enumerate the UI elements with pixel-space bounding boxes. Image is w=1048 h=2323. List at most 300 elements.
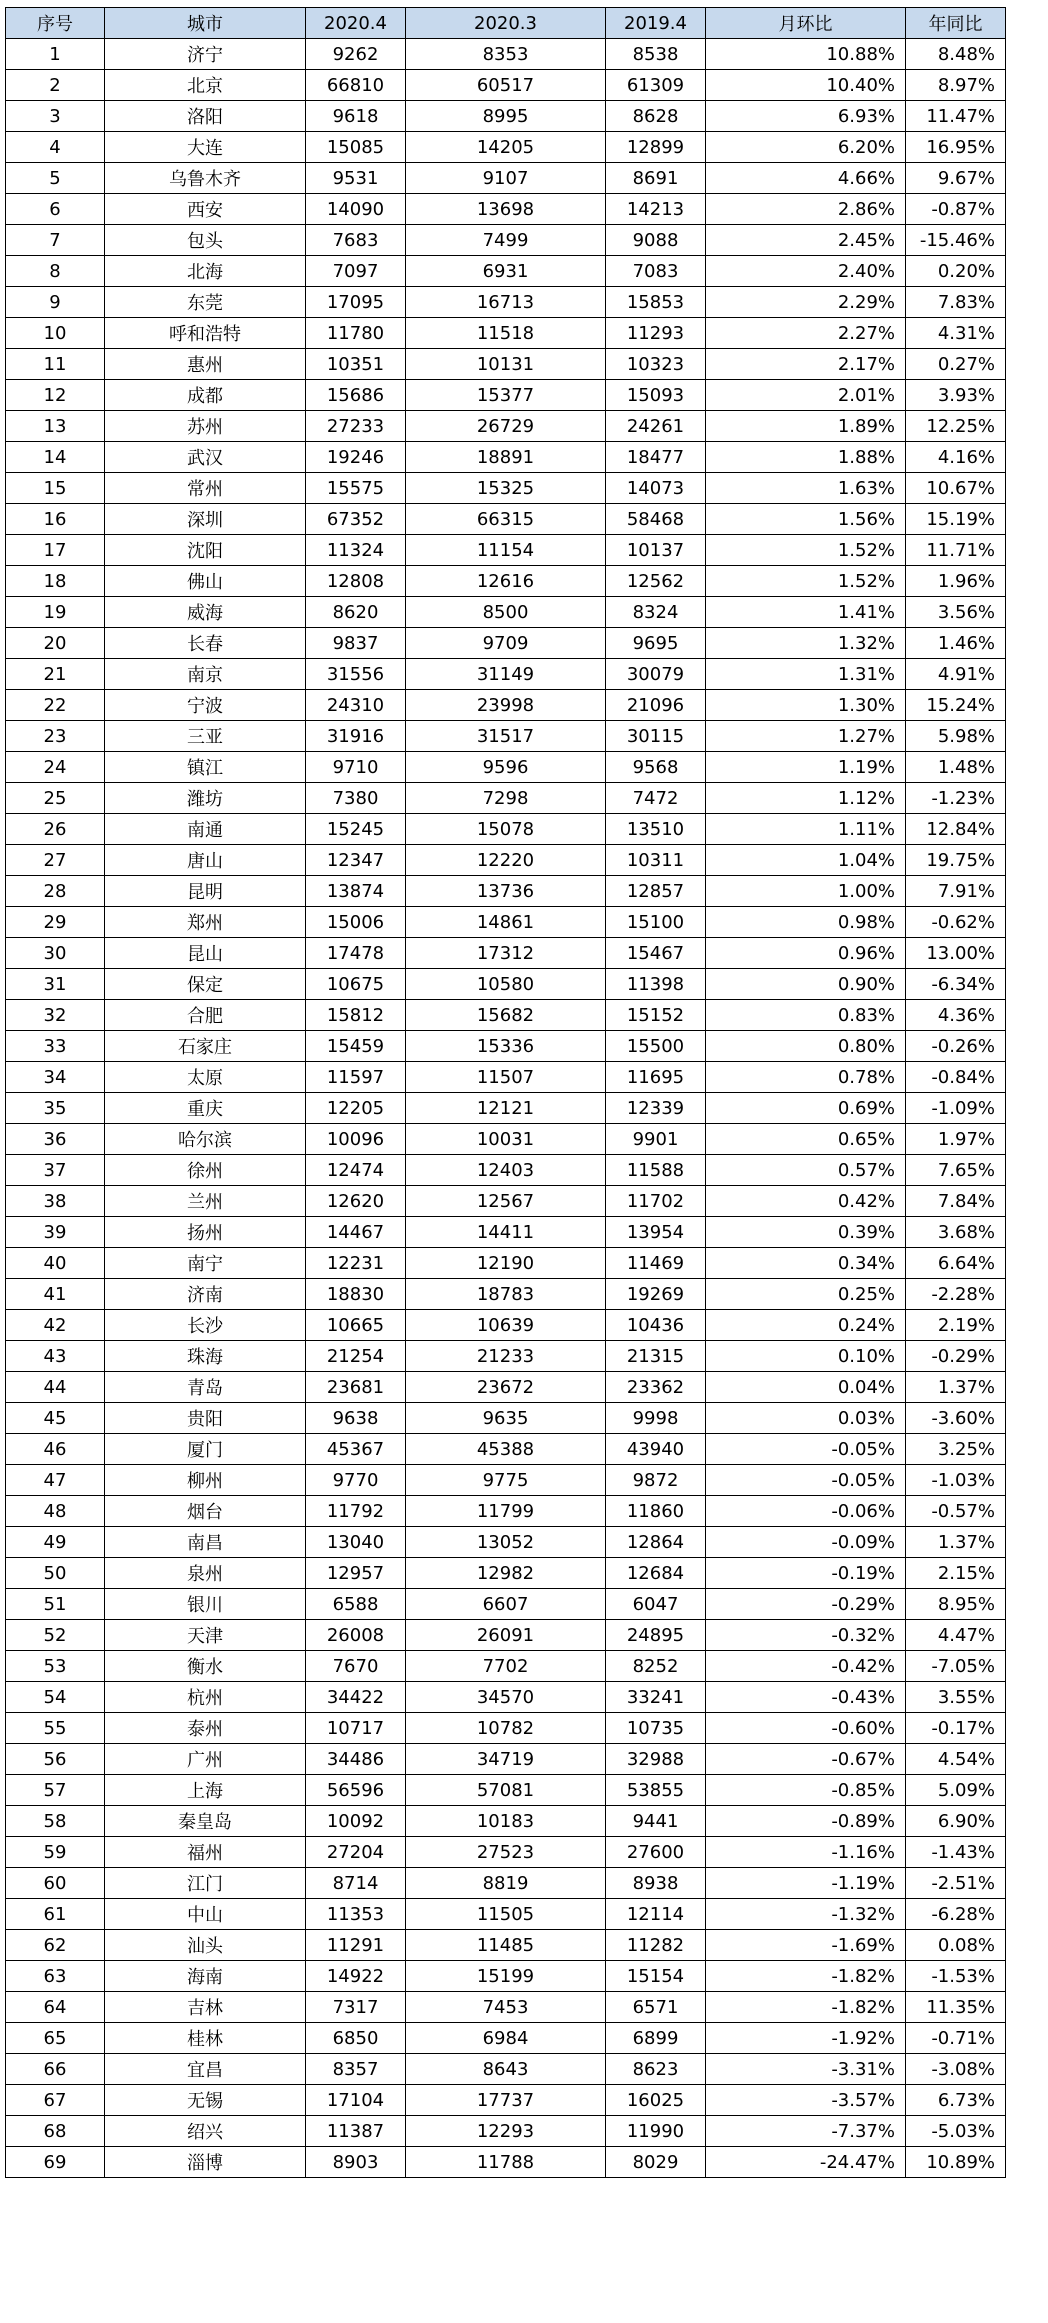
table-row — [6, 1310, 1006, 1341]
cell-city: 北海 — [105, 256, 306, 287]
cell-price-2019-4: 7083 — [606, 256, 706, 287]
table-row — [6, 752, 1006, 783]
cell-mom: 10.88% — [706, 39, 906, 70]
cell-mom: -1.92% — [706, 2023, 906, 2054]
table-row — [6, 628, 1006, 659]
cell-mom: 0.39% — [706, 1217, 906, 1248]
cell-yoy: -15.46% — [906, 225, 1006, 256]
cell-price-2019-4: 12864 — [606, 1527, 706, 1558]
cell-mom: 0.78% — [706, 1062, 906, 1093]
cell-index: 11 — [6, 349, 105, 380]
cell-mom: -0.19% — [706, 1558, 906, 1589]
table-row — [6, 442, 1006, 473]
cell-price-2020-3: 10031 — [406, 1124, 606, 1155]
cell-price-2020-4: 15686 — [306, 380, 406, 411]
cell-index: 53 — [6, 1651, 105, 1682]
cell-price-2019-4: 12562 — [606, 566, 706, 597]
header-2020-4: 2020.4 — [306, 8, 406, 39]
cell-yoy: 6.90% — [906, 1806, 1006, 1837]
cell-price-2019-4: 15500 — [606, 1031, 706, 1062]
cell-index: 24 — [6, 752, 105, 783]
cell-index: 37 — [6, 1155, 105, 1186]
cell-price-2020-4: 7317 — [306, 1992, 406, 2023]
table-row — [6, 721, 1006, 752]
cell-index: 26 — [6, 814, 105, 845]
table-row — [6, 132, 1006, 163]
cell-price-2020-3: 10131 — [406, 349, 606, 380]
cell-yoy: -0.26% — [906, 1031, 1006, 1062]
cell-index: 28 — [6, 876, 105, 907]
cell-mom: -0.06% — [706, 1496, 906, 1527]
table-row — [6, 690, 1006, 721]
cell-price-2020-3: 8819 — [406, 1868, 606, 1899]
cell-price-2020-4: 34422 — [306, 1682, 406, 1713]
cell-mom: 0.57% — [706, 1155, 906, 1186]
cell-city: 呼和浩特 — [105, 318, 306, 349]
cell-city: 潍坊 — [105, 783, 306, 814]
table-row — [6, 1930, 1006, 1961]
table-row — [6, 101, 1006, 132]
cell-mom: 1.56% — [706, 504, 906, 535]
cell-index: 20 — [6, 628, 105, 659]
table-row — [6, 1899, 1006, 1930]
cell-price-2020-3: 15078 — [406, 814, 606, 845]
cell-price-2019-4: 15154 — [606, 1961, 706, 1992]
cell-price-2020-3: 6607 — [406, 1589, 606, 1620]
cell-price-2020-3: 11518 — [406, 318, 606, 349]
cell-price-2020-3: 66315 — [406, 504, 606, 535]
cell-city: 惠州 — [105, 349, 306, 380]
cell-price-2020-4: 27233 — [306, 411, 406, 442]
cell-price-2019-4: 8538 — [606, 39, 706, 70]
cell-price-2020-3: 8995 — [406, 101, 606, 132]
cell-price-2019-4: 8938 — [606, 1868, 706, 1899]
header-city: 城市 — [105, 8, 306, 39]
cell-index: 56 — [6, 1744, 105, 1775]
cell-yoy: 4.47% — [906, 1620, 1006, 1651]
cell-yoy: 12.84% — [906, 814, 1006, 845]
table-row — [6, 1031, 1006, 1062]
cell-yoy: -7.05% — [906, 1651, 1006, 1682]
cell-city: 三亚 — [105, 721, 306, 752]
header-2020-3: 2020.3 — [406, 8, 606, 39]
cell-price-2020-4: 14467 — [306, 1217, 406, 1248]
cell-price-2020-3: 14205 — [406, 132, 606, 163]
cell-yoy: -6.28% — [906, 1899, 1006, 1930]
cell-price-2019-4: 21315 — [606, 1341, 706, 1372]
cell-price-2020-4: 10717 — [306, 1713, 406, 1744]
cell-price-2020-3: 21233 — [406, 1341, 606, 1372]
cell-price-2020-3: 12567 — [406, 1186, 606, 1217]
cell-yoy: -6.34% — [906, 969, 1006, 1000]
cell-index: 50 — [6, 1558, 105, 1589]
cell-price-2019-4: 58468 — [606, 504, 706, 535]
header-row — [6, 8, 1006, 39]
cell-price-2020-4: 45367 — [306, 1434, 406, 1465]
cell-mom: -1.82% — [706, 1992, 906, 2023]
cell-index: 36 — [6, 1124, 105, 1155]
cell-price-2020-3: 10183 — [406, 1806, 606, 1837]
cell-mom: -3.31% — [706, 2054, 906, 2085]
cell-price-2019-4: 10323 — [606, 349, 706, 380]
table-row — [6, 1341, 1006, 1372]
cell-mom: -0.05% — [706, 1465, 906, 1496]
cell-price-2020-3: 8500 — [406, 597, 606, 628]
cell-yoy: 3.93% — [906, 380, 1006, 411]
cell-yoy: 15.19% — [906, 504, 1006, 535]
cell-city: 苏州 — [105, 411, 306, 442]
table-row — [6, 70, 1006, 101]
cell-price-2020-4: 18830 — [306, 1279, 406, 1310]
cell-price-2020-4: 31556 — [306, 659, 406, 690]
cell-mom: 0.90% — [706, 969, 906, 1000]
cell-index: 67 — [6, 2085, 105, 2116]
cell-price-2020-4: 12957 — [306, 1558, 406, 1589]
cell-mom: -0.29% — [706, 1589, 906, 1620]
cell-index: 9 — [6, 287, 105, 318]
cell-index: 55 — [6, 1713, 105, 1744]
cell-yoy: 3.56% — [906, 597, 1006, 628]
cell-city: 中山 — [105, 1899, 306, 1930]
cell-mom: 1.04% — [706, 845, 906, 876]
cell-mom: 0.65% — [706, 1124, 906, 1155]
cell-city: 福州 — [105, 1837, 306, 1868]
cell-price-2020-3: 9635 — [406, 1403, 606, 1434]
cell-index: 33 — [6, 1031, 105, 1062]
cell-yoy: -1.43% — [906, 1837, 1006, 1868]
cell-price-2020-3: 57081 — [406, 1775, 606, 1806]
table-row — [6, 1217, 1006, 1248]
table-row — [6, 318, 1006, 349]
cell-city: 兰州 — [105, 1186, 306, 1217]
cell-yoy: 5.98% — [906, 721, 1006, 752]
cell-mom: 1.89% — [706, 411, 906, 442]
cell-price-2019-4: 8628 — [606, 101, 706, 132]
cell-price-2020-4: 10351 — [306, 349, 406, 380]
cell-price-2020-4: 8714 — [306, 1868, 406, 1899]
table-row — [6, 1093, 1006, 1124]
cell-price-2019-4: 10311 — [606, 845, 706, 876]
cell-city: 柳州 — [105, 1465, 306, 1496]
cell-index: 51 — [6, 1589, 105, 1620]
cell-index: 27 — [6, 845, 105, 876]
cell-index: 1 — [6, 39, 105, 70]
cell-price-2020-3: 17737 — [406, 2085, 606, 2116]
table-row — [6, 566, 1006, 597]
cell-index: 3 — [6, 101, 105, 132]
cell-mom: -0.60% — [706, 1713, 906, 1744]
table-row — [6, 380, 1006, 411]
cell-mom: -0.32% — [706, 1620, 906, 1651]
cell-price-2020-4: 12474 — [306, 1155, 406, 1186]
table-row — [6, 1775, 1006, 1806]
cell-index: 68 — [6, 2116, 105, 2147]
cell-price-2019-4: 15152 — [606, 1000, 706, 1031]
table-row — [6, 814, 1006, 845]
cell-price-2020-4: 12808 — [306, 566, 406, 597]
cell-price-2020-4: 67352 — [306, 504, 406, 535]
cell-city: 昆明 — [105, 876, 306, 907]
cell-yoy: 7.91% — [906, 876, 1006, 907]
cell-price-2020-4: 14922 — [306, 1961, 406, 1992]
cell-price-2020-4: 8620 — [306, 597, 406, 628]
cell-index: 5 — [6, 163, 105, 194]
cell-price-2019-4: 14213 — [606, 194, 706, 225]
cell-price-2019-4: 15853 — [606, 287, 706, 318]
cell-price-2020-4: 7380 — [306, 783, 406, 814]
cell-mom: 2.29% — [706, 287, 906, 318]
cell-yoy: -0.29% — [906, 1341, 1006, 1372]
table-row — [6, 2023, 1006, 2054]
cell-price-2019-4: 27600 — [606, 1837, 706, 1868]
cell-city: 昆山 — [105, 938, 306, 969]
cell-yoy: -0.57% — [906, 1496, 1006, 1527]
cell-price-2020-3: 13698 — [406, 194, 606, 225]
cell-city: 烟台 — [105, 1496, 306, 1527]
cell-yoy: -1.53% — [906, 1961, 1006, 1992]
cell-city: 大连 — [105, 132, 306, 163]
header-mom: 月环比 — [706, 8, 906, 39]
cell-price-2020-4: 15245 — [306, 814, 406, 845]
cell-price-2020-3: 11799 — [406, 1496, 606, 1527]
cell-price-2020-3: 7298 — [406, 783, 606, 814]
cell-mom: 2.27% — [706, 318, 906, 349]
cell-price-2020-4: 12231 — [306, 1248, 406, 1279]
cell-index: 52 — [6, 1620, 105, 1651]
cell-index: 47 — [6, 1465, 105, 1496]
cell-city: 海南 — [105, 1961, 306, 1992]
cell-city: 合肥 — [105, 1000, 306, 1031]
cell-city: 江门 — [105, 1868, 306, 1899]
table-row — [6, 1558, 1006, 1589]
cell-index: 40 — [6, 1248, 105, 1279]
cell-city: 洛阳 — [105, 101, 306, 132]
cell-price-2020-3: 11507 — [406, 1062, 606, 1093]
table-row — [6, 876, 1006, 907]
cell-price-2020-3: 15377 — [406, 380, 606, 411]
cell-yoy: -3.60% — [906, 1403, 1006, 1434]
cell-yoy: 5.09% — [906, 1775, 1006, 1806]
cell-price-2020-4: 11792 — [306, 1496, 406, 1527]
table-row — [6, 783, 1006, 814]
cell-price-2020-4: 24310 — [306, 690, 406, 721]
cell-city: 深圳 — [105, 504, 306, 535]
cell-index: 19 — [6, 597, 105, 628]
cell-price-2019-4: 32988 — [606, 1744, 706, 1775]
cell-yoy: 7.84% — [906, 1186, 1006, 1217]
cell-price-2019-4: 61309 — [606, 70, 706, 101]
cell-index: 31 — [6, 969, 105, 1000]
cell-price-2019-4: 33241 — [606, 1682, 706, 1713]
cell-index: 15 — [6, 473, 105, 504]
cell-price-2020-4: 23681 — [306, 1372, 406, 1403]
cell-yoy: 6.64% — [906, 1248, 1006, 1279]
cell-index: 7 — [6, 225, 105, 256]
cell-price-2020-4: 11324 — [306, 535, 406, 566]
cell-price-2019-4: 30115 — [606, 721, 706, 752]
table-row — [6, 1465, 1006, 1496]
cell-price-2020-3: 15325 — [406, 473, 606, 504]
cell-yoy: 7.83% — [906, 287, 1006, 318]
cell-index: 12 — [6, 380, 105, 411]
cell-city: 郑州 — [105, 907, 306, 938]
cell-mom: 1.12% — [706, 783, 906, 814]
cell-price-2019-4: 10735 — [606, 1713, 706, 1744]
cell-city: 北京 — [105, 70, 306, 101]
cell-mom: 0.03% — [706, 1403, 906, 1434]
cell-mom: -0.67% — [706, 1744, 906, 1775]
cell-price-2020-3: 12220 — [406, 845, 606, 876]
cell-yoy: 11.35% — [906, 1992, 1006, 2023]
cell-price-2020-4: 12347 — [306, 845, 406, 876]
cell-mom: -1.19% — [706, 1868, 906, 1899]
cell-yoy: 3.68% — [906, 1217, 1006, 1248]
cell-price-2020-4: 11597 — [306, 1062, 406, 1093]
cell-price-2020-3: 11154 — [406, 535, 606, 566]
cell-city: 太原 — [105, 1062, 306, 1093]
cell-yoy: 12.25% — [906, 411, 1006, 442]
cell-price-2020-3: 8643 — [406, 2054, 606, 2085]
cell-price-2020-3: 26091 — [406, 1620, 606, 1651]
cell-price-2020-3: 12982 — [406, 1558, 606, 1589]
cell-mom: 0.80% — [706, 1031, 906, 1062]
cell-price-2020-4: 21254 — [306, 1341, 406, 1372]
cell-price-2020-4: 9770 — [306, 1465, 406, 1496]
cell-city: 杭州 — [105, 1682, 306, 1713]
cell-city: 西安 — [105, 194, 306, 225]
cell-city: 包头 — [105, 225, 306, 256]
cell-yoy: -3.08% — [906, 2054, 1006, 2085]
table-row — [6, 659, 1006, 690]
cell-index: 48 — [6, 1496, 105, 1527]
cell-price-2020-4: 13874 — [306, 876, 406, 907]
cell-price-2020-4: 11353 — [306, 1899, 406, 1930]
table-row — [6, 1806, 1006, 1837]
cell-price-2020-4: 8357 — [306, 2054, 406, 2085]
cell-price-2019-4: 8252 — [606, 1651, 706, 1682]
cell-price-2019-4: 24261 — [606, 411, 706, 442]
cell-index: 29 — [6, 907, 105, 938]
cell-price-2019-4: 43940 — [606, 1434, 706, 1465]
cell-price-2020-3: 7453 — [406, 1992, 606, 2023]
cell-price-2019-4: 9872 — [606, 1465, 706, 1496]
cell-price-2019-4: 9441 — [606, 1806, 706, 1837]
table-row — [6, 1248, 1006, 1279]
cell-city: 武汉 — [105, 442, 306, 473]
table-row — [6, 1961, 1006, 1992]
cell-city: 珠海 — [105, 1341, 306, 1372]
cell-price-2019-4: 11990 — [606, 2116, 706, 2147]
cell-yoy: 8.97% — [906, 70, 1006, 101]
table-row — [6, 504, 1006, 535]
cell-index: 13 — [6, 411, 105, 442]
cell-city: 青岛 — [105, 1372, 306, 1403]
cell-yoy: 0.08% — [906, 1930, 1006, 1961]
cell-mom: 0.10% — [706, 1341, 906, 1372]
cell-index: 25 — [6, 783, 105, 814]
cell-city: 贵阳 — [105, 1403, 306, 1434]
cell-index: 69 — [6, 2147, 105, 2178]
cell-price-2020-3: 31149 — [406, 659, 606, 690]
cell-mom: 1.19% — [706, 752, 906, 783]
cell-price-2020-3: 8353 — [406, 39, 606, 70]
header-2019-4: 2019.4 — [606, 8, 706, 39]
cell-index: 10 — [6, 318, 105, 349]
cell-yoy: 2.15% — [906, 1558, 1006, 1589]
cell-price-2019-4: 21096 — [606, 690, 706, 721]
cell-mom: 2.40% — [706, 256, 906, 287]
cell-price-2019-4: 11282 — [606, 1930, 706, 1961]
cell-city: 无锡 — [105, 2085, 306, 2116]
cell-price-2019-4: 9901 — [606, 1124, 706, 1155]
table-row — [6, 287, 1006, 318]
cell-mom: 2.17% — [706, 349, 906, 380]
table-row — [6, 1992, 1006, 2023]
cell-price-2019-4: 12339 — [606, 1093, 706, 1124]
cell-city: 镇江 — [105, 752, 306, 783]
cell-price-2020-4: 9710 — [306, 752, 406, 783]
cell-price-2019-4: 11398 — [606, 969, 706, 1000]
cell-price-2019-4: 30079 — [606, 659, 706, 690]
cell-price-2020-4: 6588 — [306, 1589, 406, 1620]
table-row — [6, 1062, 1006, 1093]
table-row — [6, 1279, 1006, 1310]
cell-yoy: 16.95% — [906, 132, 1006, 163]
cell-city: 银川 — [105, 1589, 306, 1620]
cell-price-2020-3: 9596 — [406, 752, 606, 783]
cell-city: 衡水 — [105, 1651, 306, 1682]
table-row — [6, 845, 1006, 876]
cell-mom: 1.88% — [706, 442, 906, 473]
cell-index: 8 — [6, 256, 105, 287]
cell-price-2020-3: 18783 — [406, 1279, 606, 1310]
cell-price-2019-4: 9568 — [606, 752, 706, 783]
cell-price-2020-3: 11788 — [406, 2147, 606, 2178]
cell-city: 南京 — [105, 659, 306, 690]
cell-city: 吉林 — [105, 1992, 306, 2023]
cell-mom: 2.01% — [706, 380, 906, 411]
cell-price-2020-3: 12403 — [406, 1155, 606, 1186]
cell-price-2019-4: 11695 — [606, 1062, 706, 1093]
cell-price-2020-3: 45388 — [406, 1434, 606, 1465]
cell-price-2020-3: 16713 — [406, 287, 606, 318]
cell-city: 绍兴 — [105, 2116, 306, 2147]
cell-price-2020-3: 7702 — [406, 1651, 606, 1682]
cell-price-2020-3: 14861 — [406, 907, 606, 938]
cell-yoy: 4.16% — [906, 442, 1006, 473]
cell-mom: 10.40% — [706, 70, 906, 101]
cell-mom: -1.32% — [706, 1899, 906, 1930]
cell-yoy: -0.71% — [906, 2023, 1006, 2054]
cell-yoy: 1.48% — [906, 752, 1006, 783]
cell-yoy: 13.00% — [906, 938, 1006, 969]
cell-price-2019-4: 11469 — [606, 1248, 706, 1279]
table-row — [6, 2116, 1006, 2147]
cell-city: 佛山 — [105, 566, 306, 597]
cell-price-2020-4: 56596 — [306, 1775, 406, 1806]
cell-city: 长沙 — [105, 1310, 306, 1341]
header-yoy: 年同比 — [906, 8, 1006, 39]
cell-price-2020-4: 15006 — [306, 907, 406, 938]
cell-yoy: 4.91% — [906, 659, 1006, 690]
cell-index: 6 — [6, 194, 105, 225]
table-row — [6, 969, 1006, 1000]
cell-mom: 1.52% — [706, 566, 906, 597]
cell-mom: 1.31% — [706, 659, 906, 690]
cell-yoy: 9.67% — [906, 163, 1006, 194]
cell-price-2020-4: 9837 — [306, 628, 406, 659]
cell-yoy: -1.09% — [906, 1093, 1006, 1124]
